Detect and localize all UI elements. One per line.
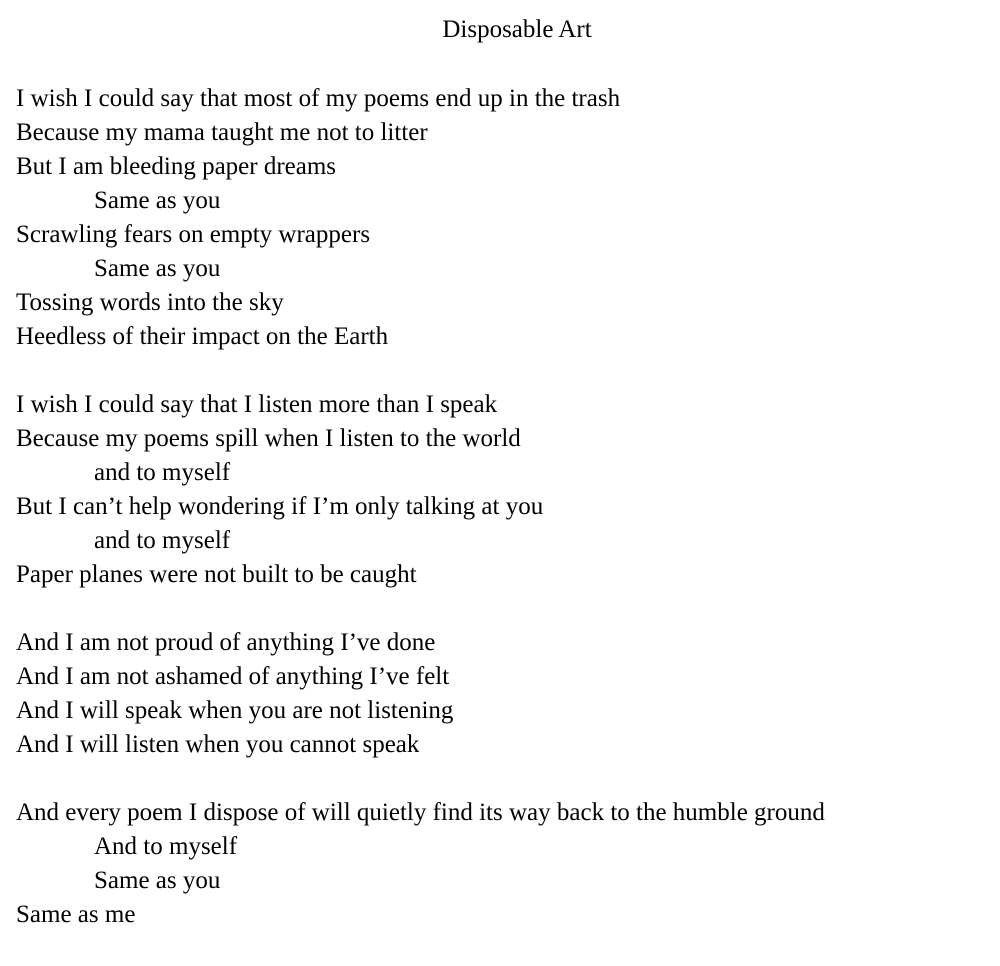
poem-line: But I am bleeding paper dreams — [16, 153, 337, 180]
poem-line: And I am not ashamed of anything I’ve felt — [16, 663, 450, 690]
poem-line: And I will listen when you cannot speak — [16, 731, 420, 758]
poem-line: And every poem I dispose of will quietly find its way back to the humble ground — [16, 799, 825, 826]
poem-line: Same as you — [94, 187, 221, 214]
poem-line: Same as you — [94, 255, 221, 282]
poem-line: Because my poems spill when I listen to the world — [16, 425, 521, 452]
poem-line: Same as me — [16, 901, 136, 928]
poem-line: Paper planes were not built to be caught — [16, 561, 417, 588]
poem-title: Disposable Art — [442, 16, 592, 43]
stanza — [16, 626, 1000, 762]
poem-line: Tossing words into the sky — [16, 289, 284, 316]
poem-line: and to myself — [94, 459, 231, 486]
stanza — [16, 796, 1000, 932]
poem-line: Same as you — [94, 867, 221, 894]
poem-line: I wish I could say that most of my poems end up in the trash — [16, 85, 621, 112]
stanza — [16, 388, 1000, 592]
poem-line: Because my mama taught me not to litter — [16, 119, 428, 146]
poem-line: And to myself — [94, 833, 238, 860]
poem-line: Scrawling fears on empty wrappers — [16, 221, 371, 248]
poem-line: I wish I could say that I listen more than I speak — [16, 391, 498, 418]
stanza — [16, 82, 1000, 354]
poem-line: And I am not proud of anything I’ve done — [16, 629, 436, 656]
poem-line: Heedless of their impact on the Earth — [16, 323, 389, 350]
poem-line: and to myself — [94, 527, 231, 554]
poem-line: And I will speak when you are not listening — [16, 697, 454, 724]
poem-body — [16, 82, 1000, 966]
poem-line: But I can’t help wondering if I’m only talking at you — [16, 493, 544, 520]
